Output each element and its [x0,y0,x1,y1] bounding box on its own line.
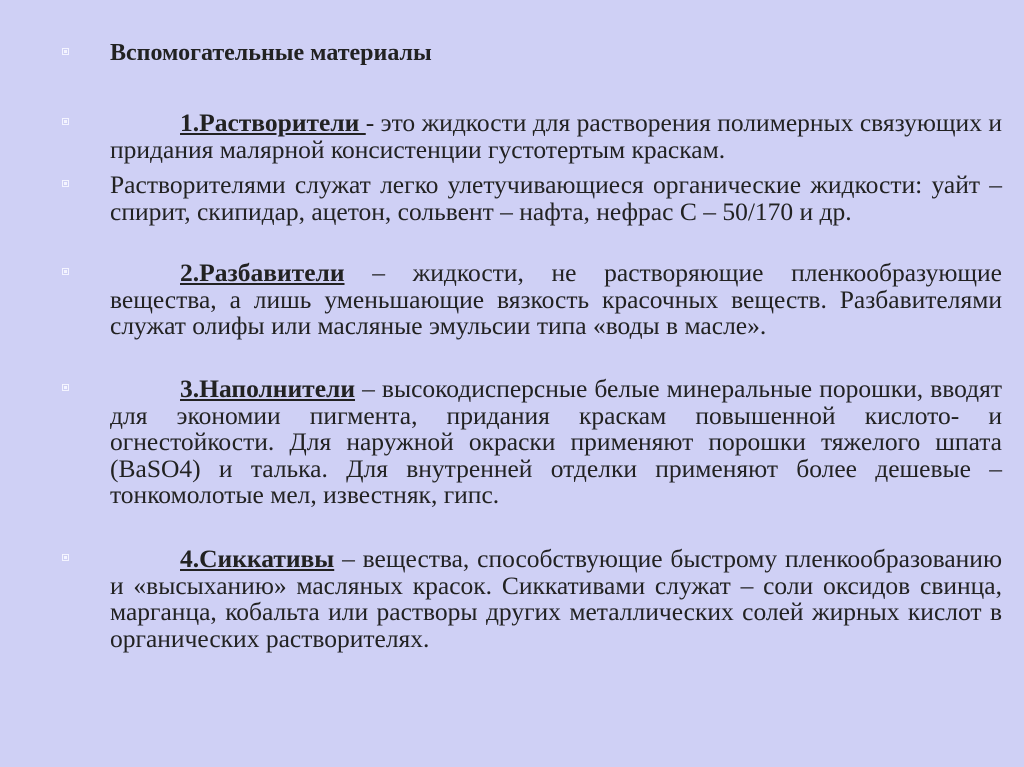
term-fillers: 3.Наполнители [180,374,356,403]
bullet-text: Растворителями служат легко улетучивающиеся органические жидкости: уайт – спирит, скипидар, ацетон, сольвент – нафта, нефрас С – 50/170 и др. [110,170,1002,226]
definition-thinners: – жидкости, не растворяющие пленкообразующие вещества, а лишь уменьшающие вязкость красочных веществ. Разбавителями служат олифы или масляные эмульсии типа «воды в масле». [110,258,1002,340]
bullet-icon [62,48,69,55]
bullet-item-title [62,40,1002,67]
bullet-icon [62,268,69,275]
bullet-icon [62,554,69,561]
bullet-text [110,546,1002,652]
slide-title: Вспомогательные материалы [110,40,432,66]
bullet-item-solvents-examples [62,172,1002,225]
bullet-item-fillers [62,376,1002,509]
bullet-text [110,110,1002,163]
bullet-icon [62,118,69,125]
bullet-text [110,260,1002,340]
bullet-icon [62,180,69,187]
definition-driers: – вещества, способствующие быстрому пленкообразованию и «высыханию» масляных красок. Сиккативами служат – соли оксидов свинца, марганца, кобальта или растворы других металлических солей жирных кислот в органических растворителях. [110,544,1002,653]
definition-solvents: - это жидкости для растворения полимерных связующих и придания малярной консистенции густотертым краскам. [110,108,1003,164]
term-thinners: 2.Разбавители [180,258,345,287]
term-solvents: 1.Растворители [180,108,366,137]
term-driers: 4.Сиккативы [180,544,335,573]
bullet-item-driers [62,546,1002,652]
bullet-item-thinners [62,260,1002,340]
definition-fillers: – высокодисперсные белые минеральные порошки, вводят для экономии пигмента, придания краскам повышенной кислото- и огнестойкости. Для наружной окраски применяют порошки тяжелого шпата (BaSO4) и талька. Для внутренней отделки применяют более дешевые – тонкомолотые мел, известняк, гипс. [110,374,1002,509]
bullet-icon [62,384,69,391]
bullet-item-solvents [62,110,1002,163]
bullet-text [110,376,1002,509]
